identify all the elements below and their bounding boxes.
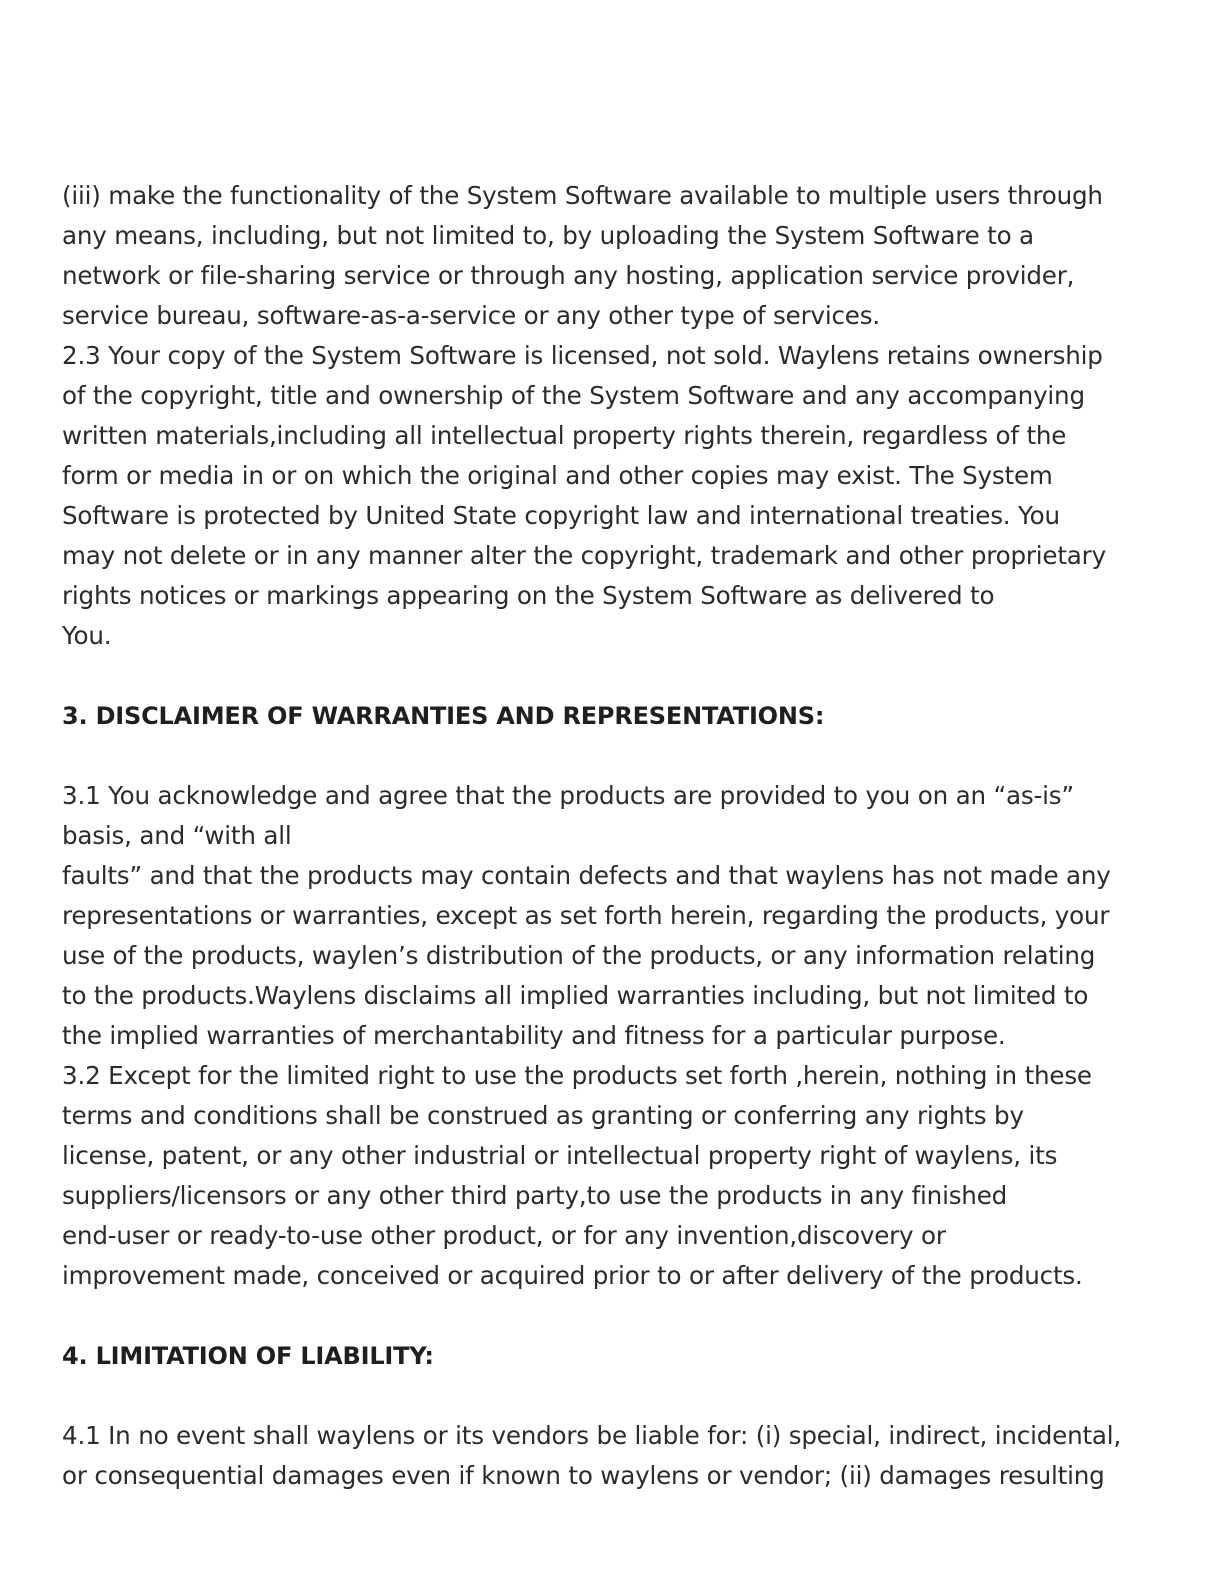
text-line: written materials,including all intellectual property rights therein, regardless of the xyxy=(62,421,1067,450)
text-line: basis, and “with all xyxy=(62,821,292,850)
document-page xyxy=(62,176,1174,1496)
text-line: 4.1 In no event shall waylens or its vendors be liable for: (i) special, indirect, incidental, xyxy=(62,1421,1122,1450)
text-line: end-user or ready-to-use other product, or for any invention,discovery or xyxy=(62,1221,946,1250)
section-3-body xyxy=(62,776,1174,1296)
section-3-heading: 3. DISCLAIMER OF WARRANTIES AND REPRESENTATIONS: xyxy=(62,702,825,730)
text-line: terms and conditions shall be construed as granting or conferring any rights by xyxy=(62,1101,1024,1130)
spacer xyxy=(62,656,1174,696)
spacer xyxy=(62,736,1174,776)
text-line: any means, including, but not limited to, by uploading the System Software to a xyxy=(62,221,1034,250)
text-line: rights notices or markings appearing on the System Software as delivered to xyxy=(62,581,995,610)
section-4-heading: 4. LIMITATION OF LIABILITY: xyxy=(62,1342,434,1370)
text-line: may not delete or in any manner alter the copyright, trademark and other proprietary xyxy=(62,541,1106,570)
text-line: Software is protected by United State copyright law and international treaties. You xyxy=(62,501,1060,530)
text-line: 3.2 Except for the limited right to use the products set forth ,herein, nothing in these xyxy=(62,1061,1092,1090)
text-line: or consequential damages even if known to waylens or vendor; (ii) damages resulting xyxy=(62,1461,1105,1490)
text-line: service bureau, software-as-a-service or any other type of services. xyxy=(62,301,880,330)
text-line: improvement made, conceived or acquired prior to or after delivery of the products. xyxy=(62,1261,1083,1290)
text-line: use of the products, waylen’s distribution of the products, or any information relating xyxy=(62,941,1096,970)
text-line: representations or warranties, except as set forth herein, regarding the products, your xyxy=(62,901,1110,930)
spacer xyxy=(62,1376,1174,1416)
text-line: (iii) make the functionality of the System Software available to multiple users through xyxy=(62,181,1103,210)
text-line: suppliers/licensors or any other third party,to use the products in any finished xyxy=(62,1181,1008,1210)
text-line: You. xyxy=(62,621,112,650)
text-line: of the copyright, title and ownership of the System Software and any accompanying xyxy=(62,381,1085,410)
text-line: network or file-sharing service or through any hosting, application service provider, xyxy=(62,261,1075,290)
section-4-body xyxy=(62,1416,1174,1496)
text-line: faults” and that the products may contain defects and that waylens has not made any xyxy=(62,861,1111,890)
text-line: form or media in or on which the original and other copies may exist. The System xyxy=(62,461,1053,490)
text-line: license, patent, or any other industrial or intellectual property right of waylens, its xyxy=(62,1141,1058,1170)
text-line: 2.3 Your copy of the System Software is licensed, not sold. Waylens retains ownership xyxy=(62,341,1103,370)
text-line: the implied warranties of merchantability and fitness for a particular purpose. xyxy=(62,1021,1006,1050)
text-line: 3.1 You acknowledge and agree that the products are provided to you on an “as-is” xyxy=(62,781,1074,810)
section-2-continuation xyxy=(62,176,1174,656)
spacer xyxy=(62,1296,1174,1336)
text-line: to the products.Waylens disclaims all implied warranties including, but not limited to xyxy=(62,981,1089,1010)
